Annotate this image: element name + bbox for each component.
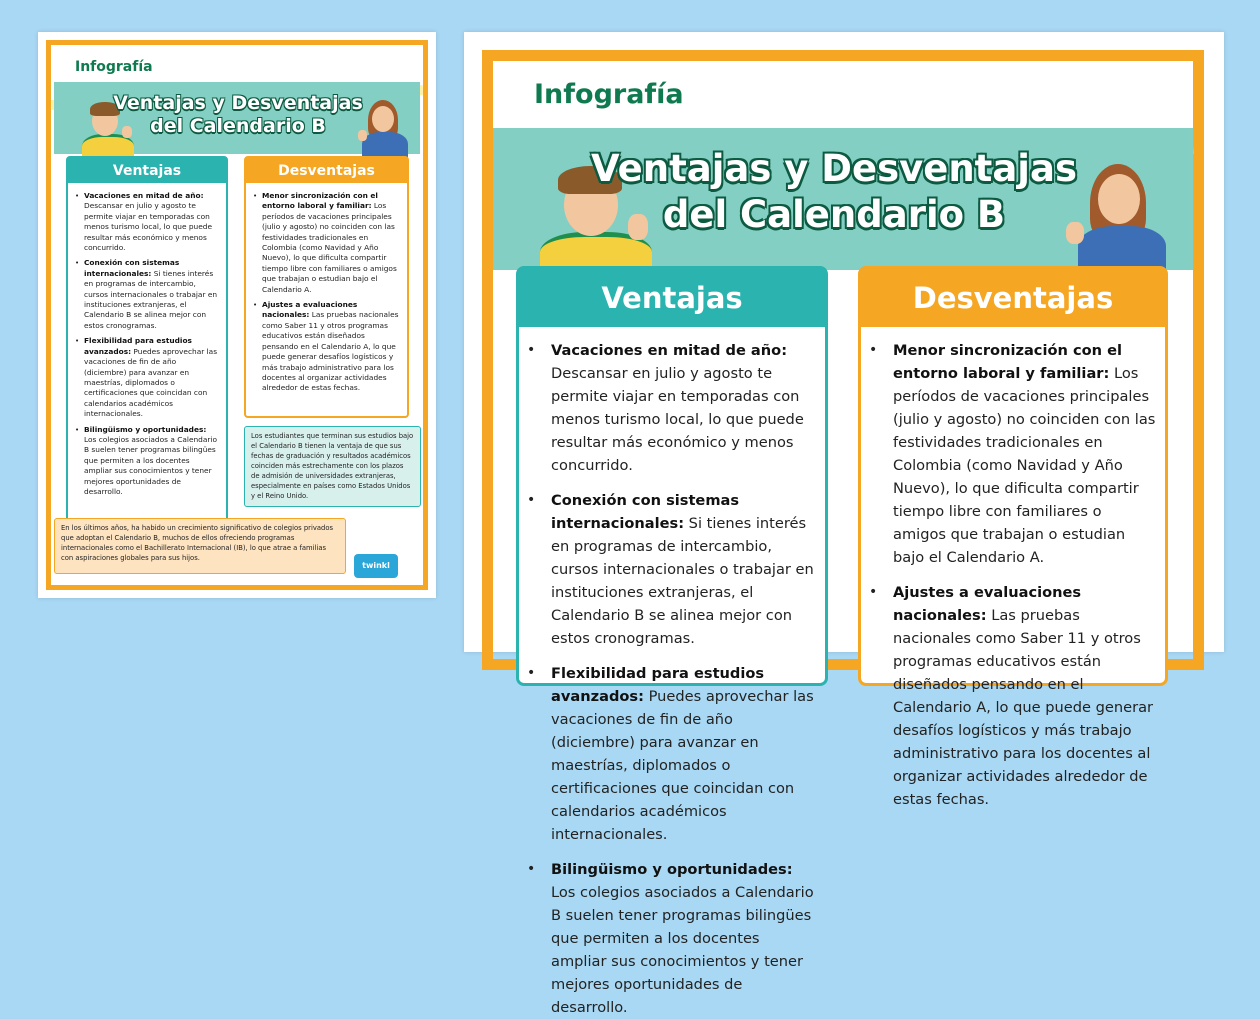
list-item: • Ajustes a evaluaciones nacionales: Las pruebas nacionales como Saber 11 y otros programas educativos están diseñados pensando en el Calendario A, lo que puede generar desafíos logísticos y más trabajo administrativo para los docentes al organizar actividades alrededor de estas fechas. bbox=[253, 300, 399, 393]
ventajas-heading: Ventajas bbox=[68, 158, 226, 183]
ventajas-heading: Ventajas bbox=[519, 269, 825, 327]
list-item: • Vacaciones en mitad de año: Descansar en julio y agosto te permite viajar en temporadas con menos turismo local, lo que puede resultar más económico y menos concurrido. bbox=[75, 191, 213, 253]
list-item: • Flexibilidad para estudios avanzados: Puedes aprovechar las vacaciones de fin de año (diciembre) para avanzar en maestrías, diplomados o certificaciones que coincidan con calendarios académicos internacionales. bbox=[75, 336, 218, 419]
list-item: • Flexibilidad para estudios avanzados: Puedes aprovechar las vacaciones de fin de año (diciembre) para avanzar en maestrías, diplomados o certificaciones que coincidan con calendarios académicos internacionales. bbox=[527, 665, 814, 843]
desventajas-list bbox=[861, 327, 1165, 811]
title-line-1: Ventajas y Desventajas bbox=[113, 92, 363, 114]
note-growth: En los últimos años, ha habido un crecimiento significativo de colegios privados que adoptan el Calendario B, muchos de ellos ofreciendo programas internacionales como el Bachillerato Internacional (IB), lo que atrae a familias con aspiraciones globales para sus hijos. bbox=[54, 518, 346, 574]
note-universities: Los estudiantes que terminan sus estudios bajo el Calendario B tienen la ventaja de que sus fechas de graduación y resultados académicos coinciden más estrechamente con los plazos de admisión de universidades extranjeras, especialmente en países como Estados Unidos y el Reino Unido. bbox=[244, 426, 421, 507]
list-item: • Conexión con sistemas internacionales: Si tienes interés en programas de intercambio, cursos internacionales o trabajar en instituciones extranjeras, el Calendario B se alinea mejor con estos cronogramas. bbox=[527, 492, 814, 647]
desventajas-column bbox=[858, 266, 1168, 808]
list-item: • Vacaciones en mitad de año: Descansar en julio y agosto te permite viajar en temporadas con menos turismo local, lo que puede resultar más económico y menos concurrido. bbox=[527, 342, 804, 474]
list-item: • Bilingüismo y oportunidades: Los colegios asociados a Calendario B suelen tener programas bilingües que permiten a los docentes ampliar sus conocimientos y tener mejores oportunidades de desarrollo. bbox=[75, 424, 218, 496]
brand-logo: twinkl bbox=[354, 554, 398, 578]
ventajas-list bbox=[519, 327, 825, 1019]
desventajas-list bbox=[246, 183, 407, 394]
infographic-label: Infografía bbox=[75, 59, 153, 75]
poster-title bbox=[574, 146, 1094, 238]
infographic-label: Infografía bbox=[534, 79, 684, 110]
ventajas-column bbox=[516, 266, 828, 1016]
list-item: • Menor sincronización con el entorno laboral y familiar: Los períodos de vacaciones principales (julio y agosto) no coinciden con las festividades tradicionales en Colombia (como Navidad y Año Nuevo), lo que dificulta compartir tiempo libre con familiares o amigos que trabajan o estudian bajo el Calendario A. bbox=[253, 191, 397, 294]
list-item: • Ajustes a evaluaciones nacionales: Las pruebas nacionales como Saber 11 y otros programas educativos están diseñados pensando en el Calendario A, lo que puede generar desafíos logísticos y más trabajo administrativo para los docentes al organizar actividades alrededor de estas fechas. bbox=[869, 584, 1154, 808]
title-line-2: del Calendario B bbox=[150, 115, 326, 137]
desventajas-column bbox=[244, 156, 409, 418]
ventajas-list bbox=[68, 183, 226, 497]
desventajas-heading: Desventajas bbox=[861, 269, 1165, 327]
ventajas-column bbox=[66, 156, 228, 542]
poster-thumbnail bbox=[38, 32, 436, 598]
title-line-1: Ventajas y Desventajas bbox=[591, 147, 1077, 190]
list-item: • Bilingüismo y oportunidades: Los colegios asociados a Calendario B suelen tener programas bilingües que permiten a los docentes ampliar sus conocimientos y tener mejores oportunidades de desarrollo. bbox=[527, 861, 814, 1016]
poster-preview bbox=[464, 32, 1224, 1016]
title-line-2: del Calendario B bbox=[662, 193, 1006, 236]
desventajas-heading: Desventajas bbox=[246, 158, 407, 183]
poster-title bbox=[98, 92, 378, 138]
list-item: • Conexión con sistemas internacionales: Si tienes interés en programas de intercambio, cursos internacionales o trabajar en instituciones extranjeras, el Calendario B se alinea mejor con estos cronogramas. bbox=[75, 258, 218, 330]
list-item: • Menor sincronización con el entorno laboral y familiar: Los períodos de vacaciones principales (julio y agosto) no coinciden con las festividades tradicionales en Colombia (como Navidad y Año Nuevo), lo que dificulta compartir tiempo libre con familiares o amigos que trabajan o estudian bajo el Calendario A. bbox=[869, 342, 1156, 566]
